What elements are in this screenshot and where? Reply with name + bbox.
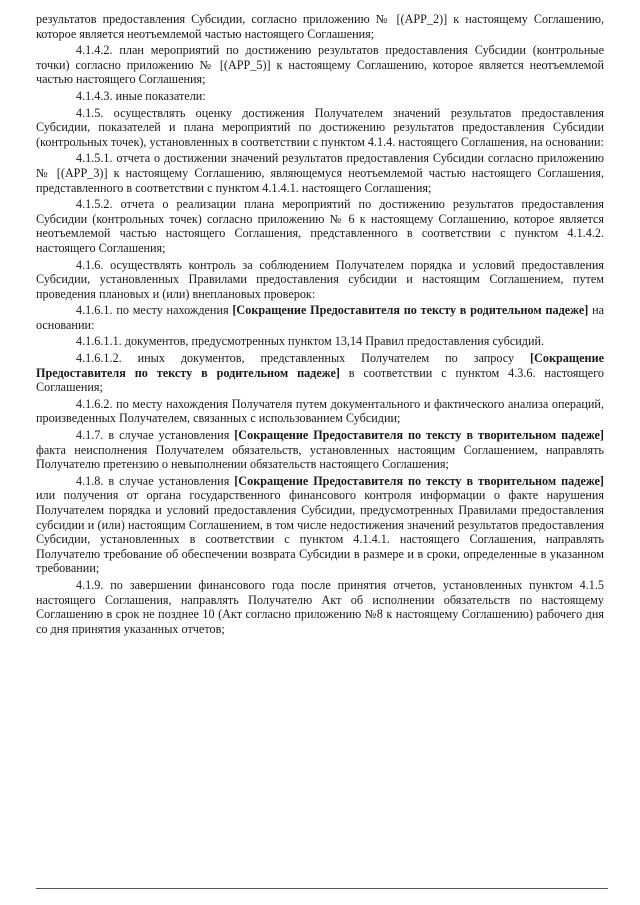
paragraph-p5	[36, 197, 604, 255]
paragraph-text: результатов предоставления Субсидии, согласно приложению № [(APP_2)] к настоящему Соглашению, которое является неотъемлемой частью настоящего Соглашения;	[36, 12, 604, 41]
paragraph-p1	[36, 43, 604, 87]
paragraph-p7	[36, 303, 604, 332]
paragraph-text: 4.1.4.3. иные показатели:	[76, 88, 206, 103]
placeholder-text: [Сокращение Предоставителя по тексту в творительном падеже]	[234, 428, 604, 443]
paragraph-p10	[36, 397, 604, 426]
paragraph-text: 4.1.6. осуществлять контроль за соблюдением Получателем порядка и условий предоставления Субсидии, установленных Правилами предоставления субсидии и настоящим Соглашением, путем проведения плановых и (или) внеплановых проверок:	[36, 257, 604, 301]
paragraph-text: 4.1.5. осуществлять оценку достижения Получателем значений результатов предоставления Субсидии, показателей и плана мероприятий по достижению результатов предоставления Субсидии (контрольных точек), установленных в соответствии с пунктом 4.1.4. настоящего Соглашения, на основании:	[36, 105, 604, 149]
paragraph-text: 4.1.9. по завершении финансового года после принятия отчетов, установленных пунктом 4.1.5 настоящего Соглашения, направлять Получателю Акт об исполнении обязательств по настоящему Соглашению в срок не позднее 10 (Акт согласно приложению №8 к настоящему Соглашению) рабочего дня со дня принятия указанных отчетов;	[36, 577, 604, 636]
paragraph-p2	[36, 89, 604, 104]
paragraph-p8	[36, 334, 604, 349]
paragraph-text: или получения от органа государственного финансового контроля информации о факте нарушения Получателем порядка и условий предоставления Субсидии, предусмотренных Правилами предоставления субсидии и (или) настоящим Соглашением, в том числе недостижения значений результатов предоставления Субсидии, установленных в соответствии с пунктом 4.1.4.1. настоящего Соглашения, направлять Получателю требование об обеспечении возврата Субсидии в размере и в сроки, определенные в указанном требовании;	[36, 488, 604, 576]
paragraph-text: 4.1.4.2. план мероприятий по достижению результатов предоставления Субсидии (контрольные точки) согласно приложению № [(APP_5)] к настоящему Соглашению, которое является неотъемлемой частью настоящего Соглашения;	[36, 43, 604, 87]
paragraph-p0	[36, 12, 604, 41]
paragraph-text: 4.1.6.1. по месту нахождения	[76, 303, 233, 318]
paragraph-text: факта неисполнения Получателем обязательств, установленных настоящим Соглашением, направлять Получателю претензию о невыполнении обязательств настоящего Соглашения;	[36, 442, 604, 472]
placeholder-text: [Сокращение Предоставителя по тексту в родительном падеже]	[232, 303, 589, 318]
paragraph-text: 4.1.6.1.1. документов, предусмотренных пунктом 13,14 Правил предоставления субсидий.	[76, 334, 545, 349]
document-body	[36, 12, 604, 638]
placeholder-text: [Сокращение Предоставителя по тексту в родительном падеже]	[36, 351, 604, 380]
paragraph-p13	[36, 578, 604, 636]
paragraph-text: на основании:	[36, 303, 605, 332]
paragraph-p3	[36, 106, 604, 150]
paragraph-p12	[36, 474, 604, 576]
paragraph-p4	[36, 151, 604, 195]
paragraph-text: 4.1.6.1.2. иных документов, представленных Получателем по запросу	[76, 351, 530, 366]
paragraph-text: 4.1.5.2. отчета о реализации плана мероприятий по достижению результатов предоставления Субсидии (контрольных точек) согласно приложению № 6 к настоящему Соглашению, которое является неотъемлемой частью настоящего Соглашения, представленного в соответствии с пунктом 4.1.4.2. настоящего Соглашения;	[36, 197, 604, 255]
paragraph-text: 4.1.8. в случае установления	[76, 473, 235, 488]
paragraph-p9	[36, 351, 604, 395]
paragraph-text: 4.1.6.2. по месту нахождения Получателя путем документального и фактического анализа операций, произведенных Получателем, связанных с использованием Субсидии;	[36, 396, 604, 426]
paragraph-text: 4.1.5.1. отчета о достижении значений результатов предоставления Субсидии согласно приложению № [(APP_3)] к настоящему Соглашению, являющемуся неотъемлемой частью настоящего Соглашения, представленного в соответствии с пунктом 4.1.4.1. настоящего Соглашения;	[36, 151, 604, 195]
paragraph-text: 4.1.7. в случае установления	[76, 428, 235, 443]
paragraph-p6	[36, 258, 604, 302]
paragraph-p11	[36, 428, 604, 472]
placeholder-text: [Сокращение Предоставителя по тексту в творительном падеже]	[234, 473, 604, 488]
paragraph-text: в соответствии с пунктом 4.3.6. настоящего Соглашения;	[36, 365, 604, 395]
footer-rule	[36, 888, 608, 889]
